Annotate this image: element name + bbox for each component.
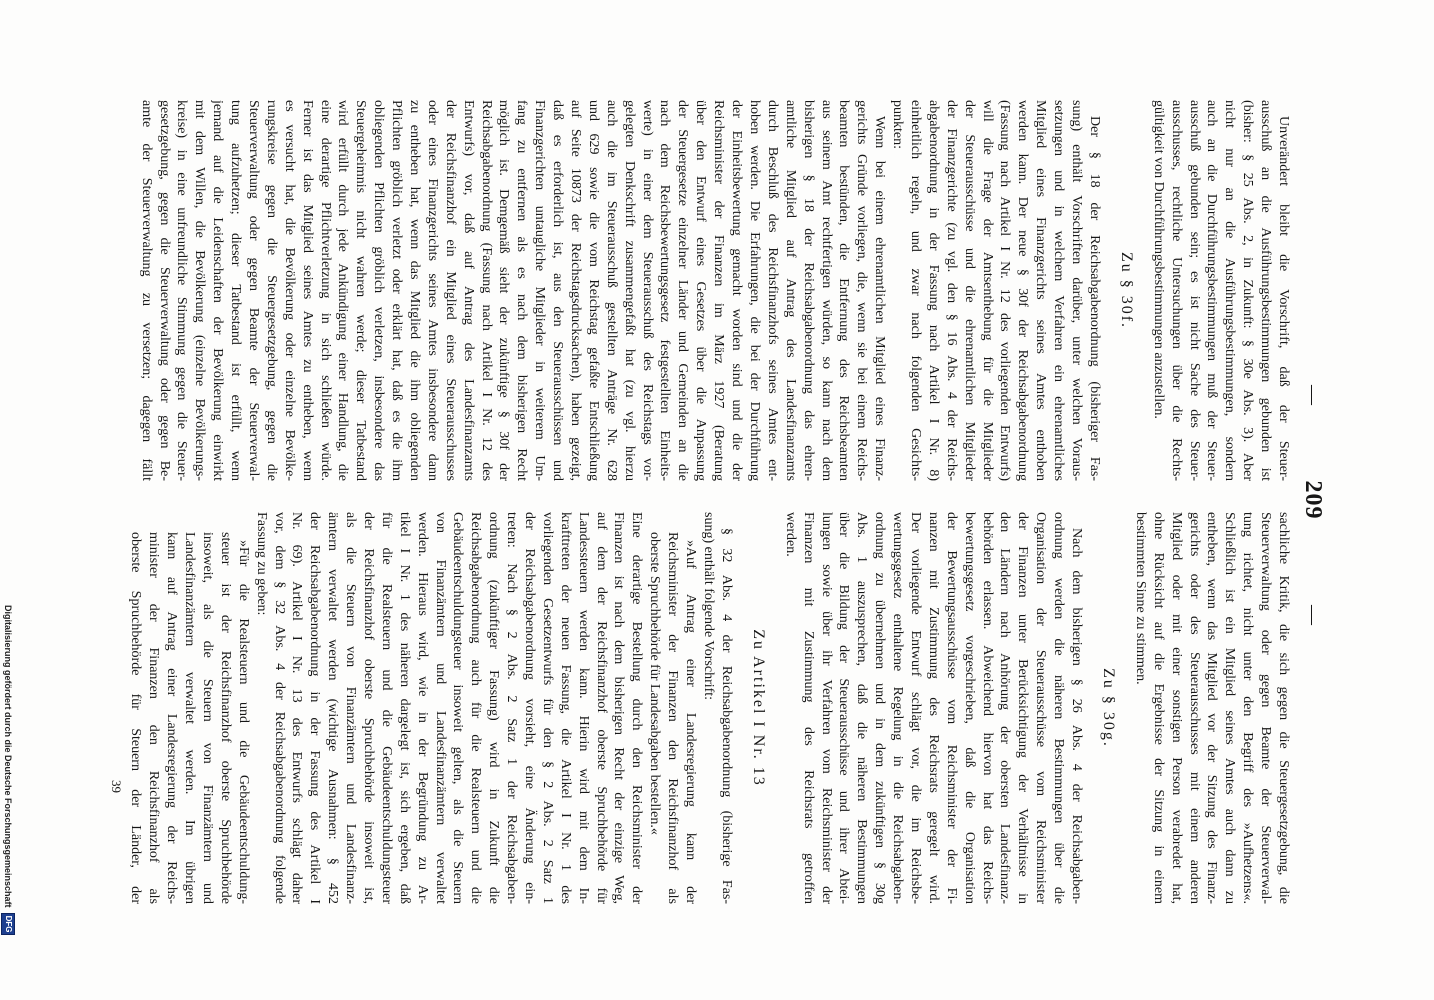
text-line: Abs. 1 auszusprechen, daß die näheren Bestimmungen xyxy=(854,512,870,904)
text-line: ordnung werden die näheren Bestimmungen über die xyxy=(1051,512,1067,904)
text-line: nanzen mit Zustimmung des Reichsrats geregelt wird. xyxy=(925,512,941,904)
dfg-logo-icon: DFG xyxy=(1,913,15,936)
text-line: sachliche Kritik, die sich gegen die Steuergesetzgebung, die xyxy=(1276,512,1291,904)
header-dash-right: — xyxy=(1302,605,1324,625)
text-line: Nr. 69). Artikel I Nr. 13 des Entwurfs schlägt daher xyxy=(289,512,305,904)
text-line: hoben werden. Die Erfahrungen, die bei der Durchführung xyxy=(746,100,762,481)
text-line: treten: Nach § 2 Abs. 2 Satz 1 der Reichsabgaben- xyxy=(504,512,520,904)
text-line: aus seinem Amt rechtfertigen würden, so kann nach dem xyxy=(818,100,834,481)
text-line: Steuerverwaltung oder gegen Beamte der Steuerverwal- xyxy=(1258,512,1274,904)
text-line: sung) enthält Vorschriften darüber, unter welchen Voraus- xyxy=(1068,100,1084,481)
text-line: »Für die Realsteuern und die Gebäudeentschuldung- xyxy=(235,540,251,904)
text-line: der Steuerausschüsse und die ehrenamtlichen Mitglieder xyxy=(961,100,977,481)
text-line: gültigkeit von Durchführungsbestimmungen anzustellen. xyxy=(1150,100,1166,419)
text-line: abgabenordnung in der Fassung nach Artikel I Nr. 8) xyxy=(925,100,941,481)
header-dash-left: — xyxy=(1302,385,1324,405)
text-line: bestimmten Sinne zu stimmen. xyxy=(1132,512,1148,685)
text-line: Landessteuern werden kann. Hierin wird mit dem In- xyxy=(575,512,591,904)
text-line: jemand auf die Leidenschaften der Bevölkerung einwirkt xyxy=(210,100,226,481)
text-line: über die Bildung der Steuerausschüsse und ihrer Abtei- xyxy=(836,512,852,904)
text-line: es versucht hat, die Bevölkerung oder einzelne Bevölke- xyxy=(281,100,297,481)
text-line: Finanzen mit Zustimmung des Reichsrats getroffen xyxy=(800,512,816,904)
text-line: zu entheben hat, wenn das Mitglied die ihm obliegenden xyxy=(407,100,423,481)
paragraph xyxy=(137,100,888,481)
text-line: Fassung zu geben: xyxy=(253,512,269,616)
text-line: ohne Rücksicht auf die Ergebnisse der Sitzung in einem xyxy=(1150,512,1166,904)
text-line: punkten: xyxy=(890,100,906,149)
paragraph xyxy=(1149,100,1292,481)
text-line: gesetzgebung, gegen die Steuerverwaltung oder gegen Be- xyxy=(156,100,172,481)
text-line: ausschusses, rechtliche Untersuchungen über die Rechts- xyxy=(1168,100,1184,481)
signature-mark: 39 xyxy=(109,780,124,793)
text-line: kreise) in eine unfreundliche Stimmung gegen die Steuer- xyxy=(174,100,190,481)
text-line: Reichsminister der Finanzen den Reichsfinanzhof als xyxy=(665,532,681,904)
text-line: der Finanzen unter Berücksichtigung der Verhältnisse in xyxy=(1015,512,1031,904)
text-line: lungen sowie über ihr Verfahren vom Reichsminister der xyxy=(818,512,834,904)
text-line: Schließlich ist ein Mitglied seines Amtes auch dann zu xyxy=(1222,512,1238,904)
text-line: Wenn bei einem ehrenamtlichen Mitglied eines Finanz- xyxy=(872,116,888,481)
page-header xyxy=(1296,0,1326,1000)
text-line: Finanzgerichten untaugliche Mitglieder in weiterem Um- xyxy=(532,100,548,481)
paragraph xyxy=(781,512,1085,904)
text-line: Reichsminister der Finanzen im März 1927 (Beratung xyxy=(711,100,727,481)
text-line: nicht nur an die Ausführungsbestimmungen, sondern xyxy=(1222,100,1238,481)
text-line: der Steuergesetze einzelner Länder und Gemeinden an die xyxy=(675,100,691,481)
text-line: werden. xyxy=(782,512,798,557)
digitization-note xyxy=(0,605,16,990)
text-line: ausschuß an die Ausführungsbestimmungen gebunden ist xyxy=(1258,100,1274,481)
text-line: gerichts Gründe vorliegen, die, wenn sie bei einem Reichs- xyxy=(854,100,870,481)
text-line: amtliche Mitglied auf Antrag des Landesfinanzamts xyxy=(782,100,798,481)
text-line: minister der Finanzen den Reichsfinanzhof als xyxy=(146,532,162,904)
text-line: gelegten Denkschrift zusammengefaßt hat (zu vgl. hierzu xyxy=(621,100,637,481)
text-line: auch die im Steuerausschuß gestellten Anträge Nr. 628 xyxy=(603,100,619,481)
text-line: ordnung (zukünftiger Fassung) wird in Zukunft die xyxy=(486,512,502,904)
text-line: Landesfinanzämtern verwaltet werden. Im übrigen xyxy=(182,532,198,904)
text-line: beamten bestünden, die Entfernung des Reichsbeamten xyxy=(836,100,852,481)
text-line: obliegenden Pflichten gröblich verletzen, insbesondere das xyxy=(371,100,387,481)
text-line: oder eines Finanzgerichts seines Amtes insbesondere dann xyxy=(424,100,440,481)
text-line: bewertungsgesetz vorgeschrieben, daß die Organisation xyxy=(961,512,977,904)
left-column xyxy=(137,100,1292,481)
quotation xyxy=(127,512,252,904)
text-line: kann auf Antrag einer Landesregierung der Reichs- xyxy=(164,532,180,904)
text-line: Reichsabgabenordnung (Fassung nach Artikel I Nr. 12 des xyxy=(478,100,494,481)
text-line: Der vorliegende Entwurf schlägt vor, die im Reichsbe- xyxy=(907,512,923,904)
text-line: vorliegenden Gesetzentwurfs für den § 2 Abs. 2 Satz 1 xyxy=(539,512,555,904)
text-line: der Reichsfinanzhof oberste Spruchbehörde insoweit ist, xyxy=(361,512,377,904)
text-line: wertungsgesetz enthaltene Regelung in die Reichsabgaben- xyxy=(890,512,906,904)
text-line: insoweit, als die Steuern von Finanzämtern und xyxy=(200,532,216,904)
text-line: entheben, wenn das Mitglied vor der Sitzung des Finanz- xyxy=(1204,512,1220,904)
text-line: tung aufzuhetzen; dieser Tatbestand ist erfüllt, wenn xyxy=(228,100,244,481)
text-line: der Einheitsbewertung gemacht worden sind und die der xyxy=(729,100,745,481)
text-line: Steuerverwaltung oder gegen Beamte der Steuerverwal- xyxy=(246,100,262,481)
text-line: werden. Hieraus wird, wie in der Begründung zu Ar- xyxy=(414,512,430,904)
page-number: 209 xyxy=(1300,480,1326,520)
text-line: sung) enthält folgende Vorschrift: xyxy=(700,512,716,701)
text-line: Mitglied eines Finanzgerichts seines Amtes enthoben xyxy=(1033,100,1049,481)
paragraph xyxy=(1131,512,1292,904)
text-line: auf Seite 10873 der Reichstagsdrucksachen), haben gezeigt, xyxy=(568,100,584,481)
text-line: der Reichsfinanzhof ein Mitglied eines Steuerausschusses xyxy=(442,100,458,481)
section-heading: Zu § 30f. xyxy=(1117,251,1135,330)
text-line: über den Entwurf eines Gesetzes über die Anpassung xyxy=(693,100,709,481)
text-line: Gebäudeentschuldungsteuer insoweit gelten, als die Steuern xyxy=(450,512,466,904)
text-line: § 32 Abs. 4 der Reichsabgabenordnung (bisherige Fas- xyxy=(718,528,734,904)
text-line: ausschuß gebunden sein; es ist nicht Sache des Steuer- xyxy=(1186,100,1202,481)
text-line: bisherigen § 18 der Reichsabgabenordnung das ehren- xyxy=(800,100,816,481)
text-line: Entwurfs) vor, daß auf Antrag des Landesfinanzamts xyxy=(460,100,476,481)
text-line: steuer ist der Reichsfinanzhof oberste Spruchbehörde xyxy=(217,532,233,904)
text-line: auch an die Durchführungsbestimmungen muß der Steuer- xyxy=(1204,100,1220,481)
text-line: Steuergeheimnis nicht wahren werde; dieser Tatbestand xyxy=(353,100,369,481)
text-line: Reichsabgabenordnung auch für die Realsteuern und die xyxy=(468,512,484,904)
text-line: setzungen und in welchem Verfahren ein ehrenamtliches xyxy=(1051,100,1067,481)
section-heading: Zu Artikel I Nr. 13 xyxy=(749,629,767,787)
text-line: den Ländern nach Anhörung der obersten Landesfinanz- xyxy=(997,512,1013,904)
text-line: der Reichsabgabenordnung vorsieht, eine Änderung ein- xyxy=(522,512,538,904)
text-line: einheitlich regeln, und zwar nach folgenden Gesichts- xyxy=(907,100,923,481)
text-line: Finanzen ist nach dem bisherigen Recht der einzige Weg, xyxy=(611,512,627,904)
text-line: will die Frage der Amtsenthebung für die Mitglieder xyxy=(979,100,995,481)
text-line: mit dem Willen, die Bevölkerung (einzelne Bevölkerungs- xyxy=(192,100,208,481)
text-line: eine derartige Pflichtverletzung in sich schließen würde. xyxy=(317,100,333,481)
text-line: vor, dem § 32 Abs. 4 der Reichsabgabenordnung folgende xyxy=(271,512,287,904)
text-line: wird erfüllt durch jede Ankündigung einer Handlung, die xyxy=(335,100,351,481)
section-heading: Zu § 30g. xyxy=(1099,668,1117,748)
digitization-note-text: Digitalisierung gefördert durch die Deutsche Forschungsgemeinschaft xyxy=(3,605,13,908)
text-line: werden kann. Der neue § 30f der Reichsabgabenordnung xyxy=(1015,100,1031,481)
text-line: gerichts oder des Steuerausschusses mit einem anderen xyxy=(1186,512,1202,904)
text-line: durch Beschluß des Reichsfinanzhofs seines Amtes ent- xyxy=(764,100,780,481)
text-line: daß es erforderlich ist, aus den Steuerausschüssen und xyxy=(550,100,566,481)
text-line: amte der Steuerverwaltung zu versetzen; dagegen fällt xyxy=(138,100,154,481)
text-line: nach dem Reichsbewertungsgesetz festgestellten Einheits- xyxy=(657,100,673,481)
text-line: möglich ist. Demgemäß sieht der zukünftige § 30f der xyxy=(496,100,512,481)
right-column xyxy=(127,512,1292,904)
text-line: für die Realsteuern und die Gebäudeentschuldungsteuer xyxy=(378,512,394,904)
text-line: auf dem der Reichsfinanzhof oberste Spruchbehörde für xyxy=(593,512,609,904)
text-line: von Finanzämtern und Landesfinanzämtern verwaltet xyxy=(432,512,448,904)
text-line: Organisation der Steuerausschüsse vom Reichsminister xyxy=(1033,512,1049,904)
text-line: der Reichsabgabenordnung in der Fassung des Artikel I xyxy=(307,512,323,904)
text-line: behörden erlassen. Abweichend hiervon hat das Reichs- xyxy=(979,512,995,904)
text-line: (Fassung nach Artikel I Nr. 12 des vorliegenden Entwurfs) xyxy=(997,100,1013,481)
text-line: Nach dem bisherigen § 26 Abs. 4 der Reichsabgaben- xyxy=(1068,528,1084,904)
text-line: ordnung zu übernehmen und in dem zukünftigen § 30g xyxy=(872,512,888,904)
text-line: Mitglied oder mit einer sonstigen Person verabredet hat, xyxy=(1168,512,1184,904)
text-line: werte) in einer dem Steuerausschuß des Reichstags vor- xyxy=(639,100,655,481)
text-line: rungskreise gegen die Steuergesetzgebung, gegen die xyxy=(263,100,279,481)
quotation xyxy=(645,512,699,904)
text-line: oberste Spruchbehörde für Landesabgaben bestellen.« xyxy=(647,532,663,835)
text-line: Ferner ist das Mitglied seines Amtes zu entheben, wenn xyxy=(299,100,315,481)
paragraph xyxy=(252,512,646,904)
text-line: ämtern verwaltet werden (wichtige Ausnahmen: § 452 xyxy=(325,512,341,904)
text-line: Unverändert bleibt die Vorschrift, daß der Steuer- xyxy=(1276,116,1291,481)
text-line: Der § 18 der Reichsabgabenordnung (bisheriger Fas- xyxy=(1086,116,1102,481)
text-line: Eine derartige Bestellung durch den Reichsminister der xyxy=(629,512,645,904)
text-line: der Finanzgerichte (zu vgl. den § 16 Abs. 4 der Reichs- xyxy=(943,100,959,481)
text-line: der Bewertungsausschüsse vom Reichsminister der Fi- xyxy=(943,512,959,904)
text-line: als die Steuern von Finanzämtern und Landesfinanz- xyxy=(343,512,359,904)
text-line: tung richtet, nicht unter den Begriff des »Aufhetzens«. xyxy=(1240,512,1256,904)
paragraph xyxy=(888,100,1103,481)
text-line: (bisher: § 25 Abs. 2, in Zukunft: § 30e Abs. 3). Aber xyxy=(1240,100,1256,481)
text-line: und 629 sowie die vom Reichstag gefaßte Entschließung xyxy=(585,100,601,481)
text-line: tikel I Nr. 1 des näheren dargelegt ist, sich ergeben, daß xyxy=(396,512,412,904)
text-line: oberste Spruchbehörde für Steuern der Länder, der xyxy=(128,532,144,904)
text-line: Pflichten gröblich verletzt oder erklärt hat, daß es die ihm xyxy=(389,100,405,481)
text-line: krafttreten der neuen Fassung, die Artikel I Nr. 1 des xyxy=(557,512,573,904)
text-line: »Auf Antrag einer Landesregierung kann der xyxy=(683,540,699,904)
text-line: fang zu entfernen als es nach dem bisherigen Recht xyxy=(514,100,530,481)
paragraph xyxy=(699,512,735,904)
